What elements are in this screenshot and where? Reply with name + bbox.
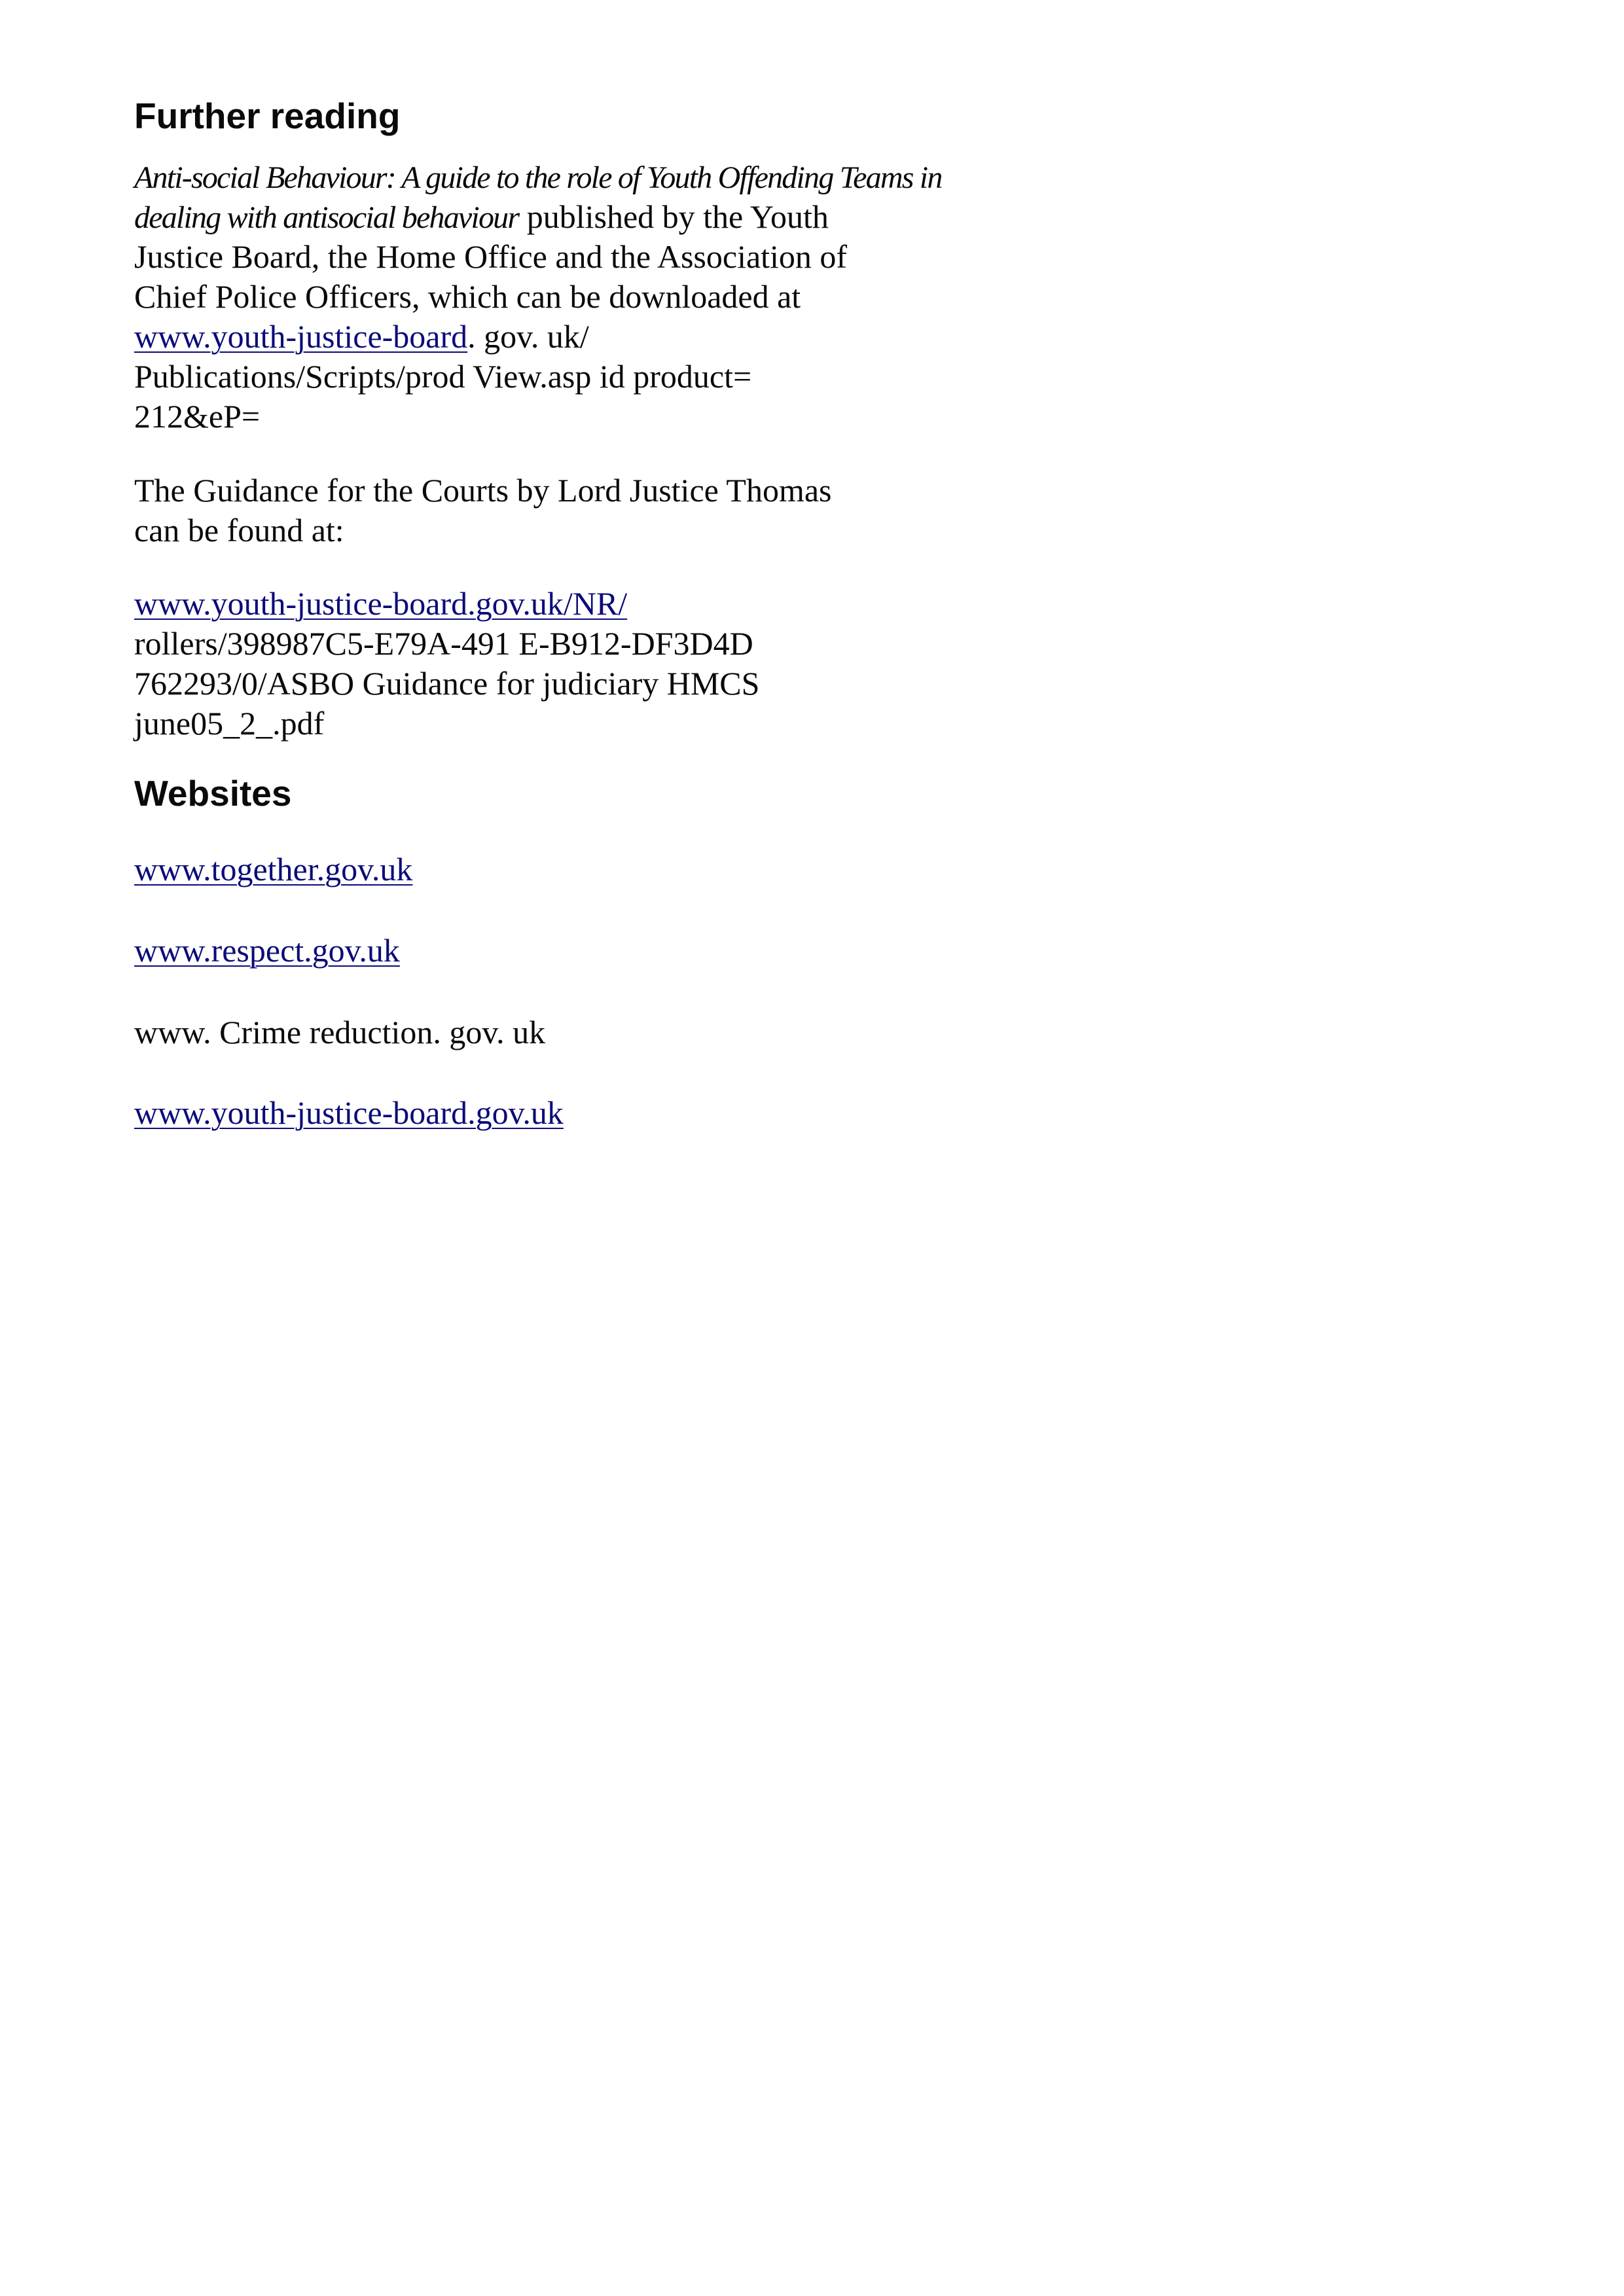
together-link[interactable]: www.together.gov.uk bbox=[134, 851, 413, 888]
item2-line2: can be found at: bbox=[134, 512, 344, 548]
asbo-guidance-link[interactable]: www.youth-justice-board.gov.uk/NR/ bbox=[134, 585, 628, 622]
website-item bbox=[134, 1013, 545, 1052]
item3-line2: rollers/398987C5-E79A-491 E-B912-DF3D4D bbox=[134, 625, 753, 662]
websites-heading: Websites bbox=[134, 773, 292, 814]
item1-line5 bbox=[134, 317, 589, 357]
website-item bbox=[134, 931, 400, 971]
item2-line1: The Guidance for the Courts by Lord Justice Thomas bbox=[134, 472, 832, 509]
website-item bbox=[134, 850, 412, 889]
item1-line7: 212&eP= bbox=[134, 398, 261, 435]
item1-line5-rest: . gov. uk/ bbox=[467, 318, 589, 355]
item1-line4: Chief Police Officers, which can be downloaded at bbox=[134, 278, 801, 315]
item1-title-line1: Anti-social Behaviour: A guide to the role of Youth Offending Teams in bbox=[134, 160, 942, 195]
item3-line1 bbox=[134, 584, 627, 624]
item3-line4: june05_2_.pdf bbox=[134, 705, 325, 742]
crime-reduction-text: www. Crime reduction. gov. uk bbox=[134, 1014, 546, 1050]
youth-justice-board-site-link[interactable]: www.youth-justice-board.gov.uk bbox=[134, 1094, 564, 1131]
respect-link[interactable]: www.respect.gov.uk bbox=[134, 932, 400, 969]
item1-line3: Justice Board, the Home Office and the Association of bbox=[134, 238, 848, 275]
youth-justice-board-link[interactable]: www.youth-justice-board bbox=[134, 318, 468, 355]
item1-line6: Publications/Scripts/prod View.asp id product= bbox=[134, 358, 752, 395]
item1-title-line2: dealing with antisocial behaviour bbox=[134, 200, 519, 235]
further-reading-heading: Further reading bbox=[134, 96, 401, 136]
item1-line2 bbox=[134, 197, 829, 238]
item1-line1 bbox=[134, 157, 942, 198]
website-item bbox=[134, 1093, 564, 1133]
item1-line2-rest: published by the Youth bbox=[518, 198, 829, 235]
item3-line3: 762293/0/ASBO Guidance for judiciary HMCS bbox=[134, 665, 760, 702]
